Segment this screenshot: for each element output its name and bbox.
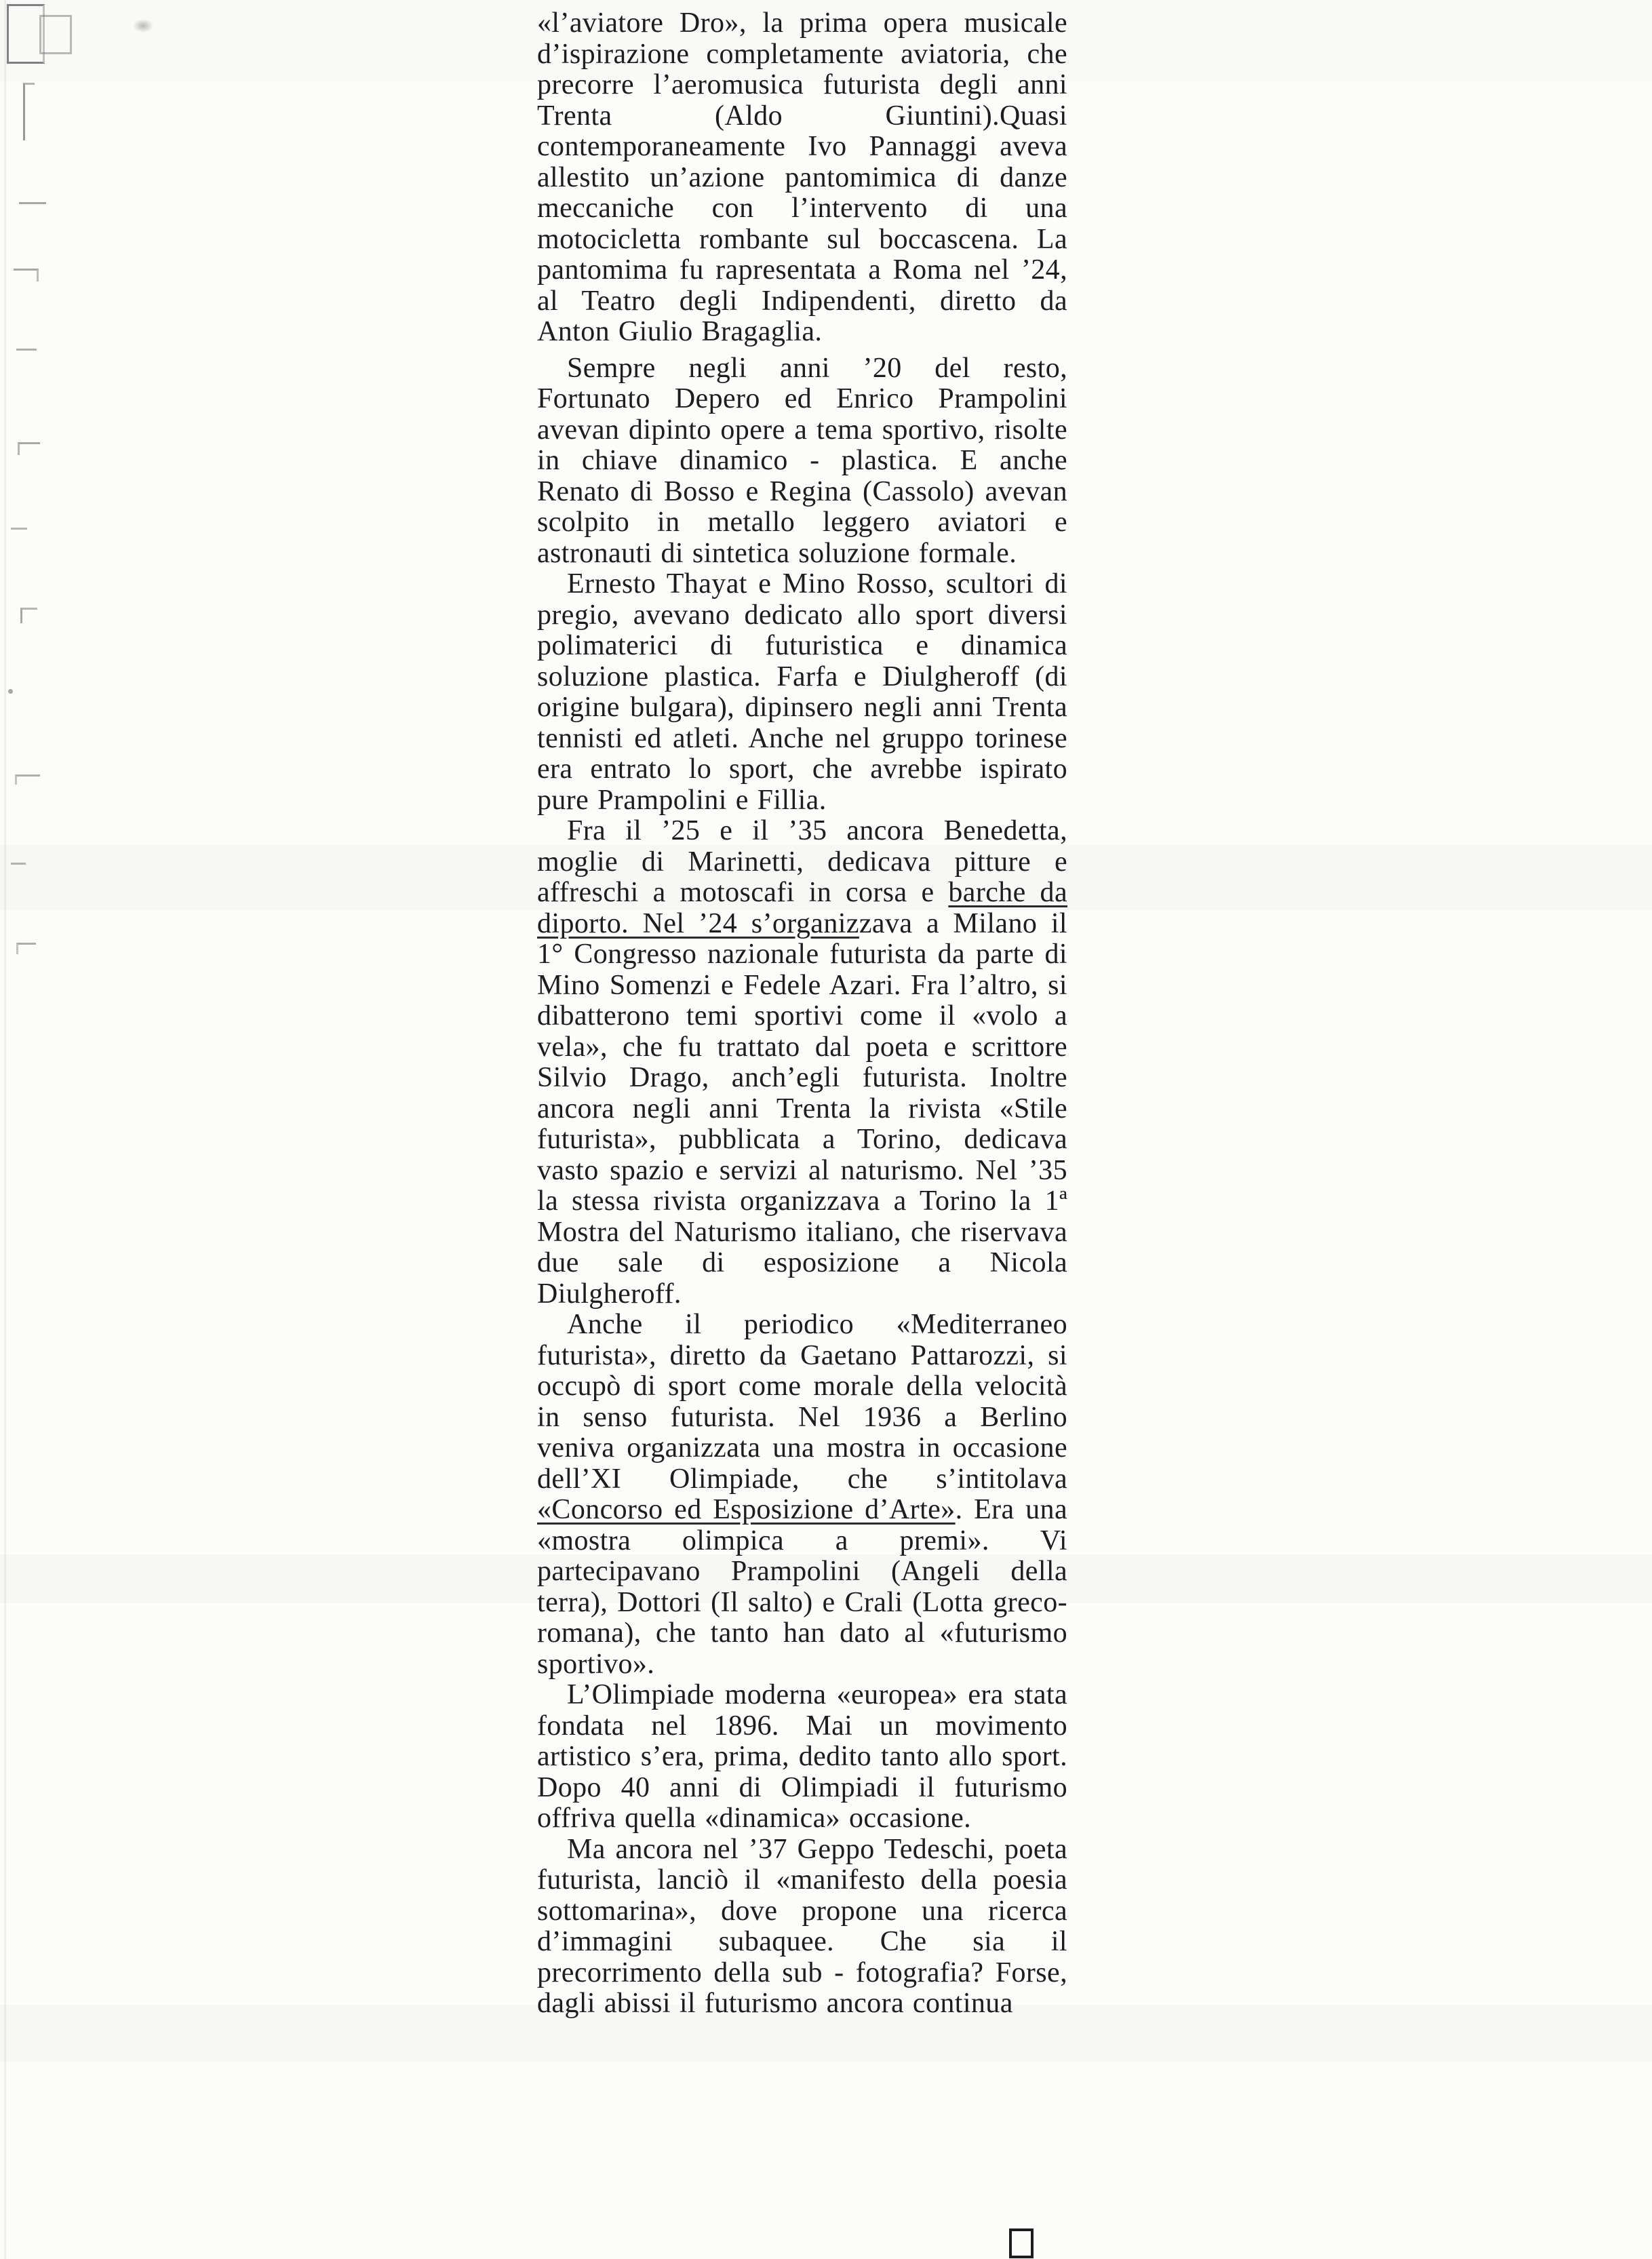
text-segment: Sempre negli anni ’20 del resto, Fortunato Depero ed Enrico Prampolini avevan dipinto opere a tema sportivo, risolte in chiave dinamico - plastica. E anche Renato di Bosso e Regina (Cassolo) avevan scolpito in metallo leggero aviatori e astronauti di sintetica soluzione formale. — [537, 352, 1067, 569]
scan-mark — [20, 608, 37, 623]
scan-mark — [11, 528, 27, 530]
paragraph — [537, 1310, 1067, 1680]
text-segment: . Era una «mostra olimpica a premi». Vi partecipavano Prampolini (Angeli della terra), Dottori (Il salto) e Crali (Lotta greco-romana), che tanto han dato al «futurismo sportivo». — [537, 1494, 1067, 1680]
paragraph — [537, 1680, 1067, 1834]
scan-edge-line — [4, 0, 6, 2259]
punch-hole-mark — [39, 15, 72, 54]
punch-hole-mark — [7, 4, 45, 64]
scan-mark — [15, 774, 40, 785]
article-column — [537, 8, 1067, 2020]
text-segment: Fra il ’25 e il ’35 ancora Benedetta, moglie di Marinetti, dedicava pitture e affreschi a motoscafi in corsa e — [537, 815, 1067, 908]
paragraph — [537, 1834, 1067, 2020]
scan-mark — [19, 202, 46, 204]
scan-mark — [11, 863, 26, 865]
text-segment: L’Olimpiade moderna «europea» era stata fondata nel 1896. Mai un movimento artistico s’era, prima, dedito tanto allo sport. Dopo 40 anni di Olimpiadi il futurismo offriva quella «dinamica» occasione. — [537, 1679, 1067, 1834]
text-segment: zava a Milano il 1° Congresso nazionale futurista da parte di Mino Somenzi e Fedele Azari. Fra l’altro, si dibatterono temi sportivi come il «volo a vela», che fu trattato dal poeta e scrittore Silvio Drago, anch’egli futurista. Inoltre ancora negli anni Trenta la rivista «Stile futurista», pubblicata a Torino, dedicava vasto spazio e servizi al naturismo. Nel ’35 la stessa rivista organizzava a Torino la 1ª Mostra del Naturismo italiano, che riservava due sale di esposizione a Nicola Diulgheroff. — [537, 907, 1067, 1310]
text-segment: Ernesto Thayat e Mino Rosso, scultori di pregio, avevano dedicato allo sport diversi polimaterici di futuristica e dinamica soluzione plastica. Farfa e Diulgheroff (di origine bulgara), dipinsero negli anni Trenta tennisti ed atleti. Anche nel gruppo torinese era entrato lo sport, che avrebbe ispirato pure Prampolini e Fillia. — [537, 568, 1067, 816]
scan-mark — [8, 689, 13, 694]
pen-underlined-text: «Concorso ed Esposizione d’Arte» — [537, 1494, 956, 1525]
paragraph — [537, 569, 1067, 816]
scan-mark — [16, 943, 36, 954]
text-segment: Ma ancora nel ’37 Geppo Tedeschi, poeta futurista, lanciò il «manifesto della poesia sottomarina», dove propone una ricerca d’immagini subaquee. Che sia il precorrimento della sub - fotografia? Forse, dagli abissi il futurismo ancora continua — [537, 1833, 1067, 2019]
end-of-article-mark — [1009, 2228, 1034, 2258]
scan-smudge — [133, 19, 153, 33]
text-segment: Anche il periodico «Mediterraneo futurista», diretto da Gaetano Pattarozzi, si occupò di sport come morale della velocità in senso futurista. Nel 1936 a Berlino veniva organizzata una mostra in occasione dell’XI Olimpiade, che s’intitolava — [537, 1309, 1067, 1495]
text-segment: «l’aviatore Dro», la prima opera musicale d’ispirazione completamente aviatoria, che precorre l’aeromusica futurista degli anni Trenta (Aldo Giuntini).Quasi contemporaneamente Ivo Pannaggi aveva allestito un’azione pantomimica di danze meccaniche con l’intervento di una motocicletta rombante sul boccascena. La pantomima fu rapresentata a Roma nel ’24, al Teatro degli Indipendenti, diretto da Anton Giulio Bragaglia. — [537, 7, 1067, 347]
pen-underlined-text: barche da diporto. Nel ’24 s’organiz — [537, 877, 1068, 939]
paragraph — [537, 353, 1067, 570]
paragraph — [537, 8, 1067, 348]
paragraph — [537, 816, 1067, 1310]
scan-mark — [18, 442, 40, 455]
scan-mark — [16, 349, 37, 351]
scan-mark — [14, 269, 39, 281]
scan-mark — [23, 83, 35, 140]
